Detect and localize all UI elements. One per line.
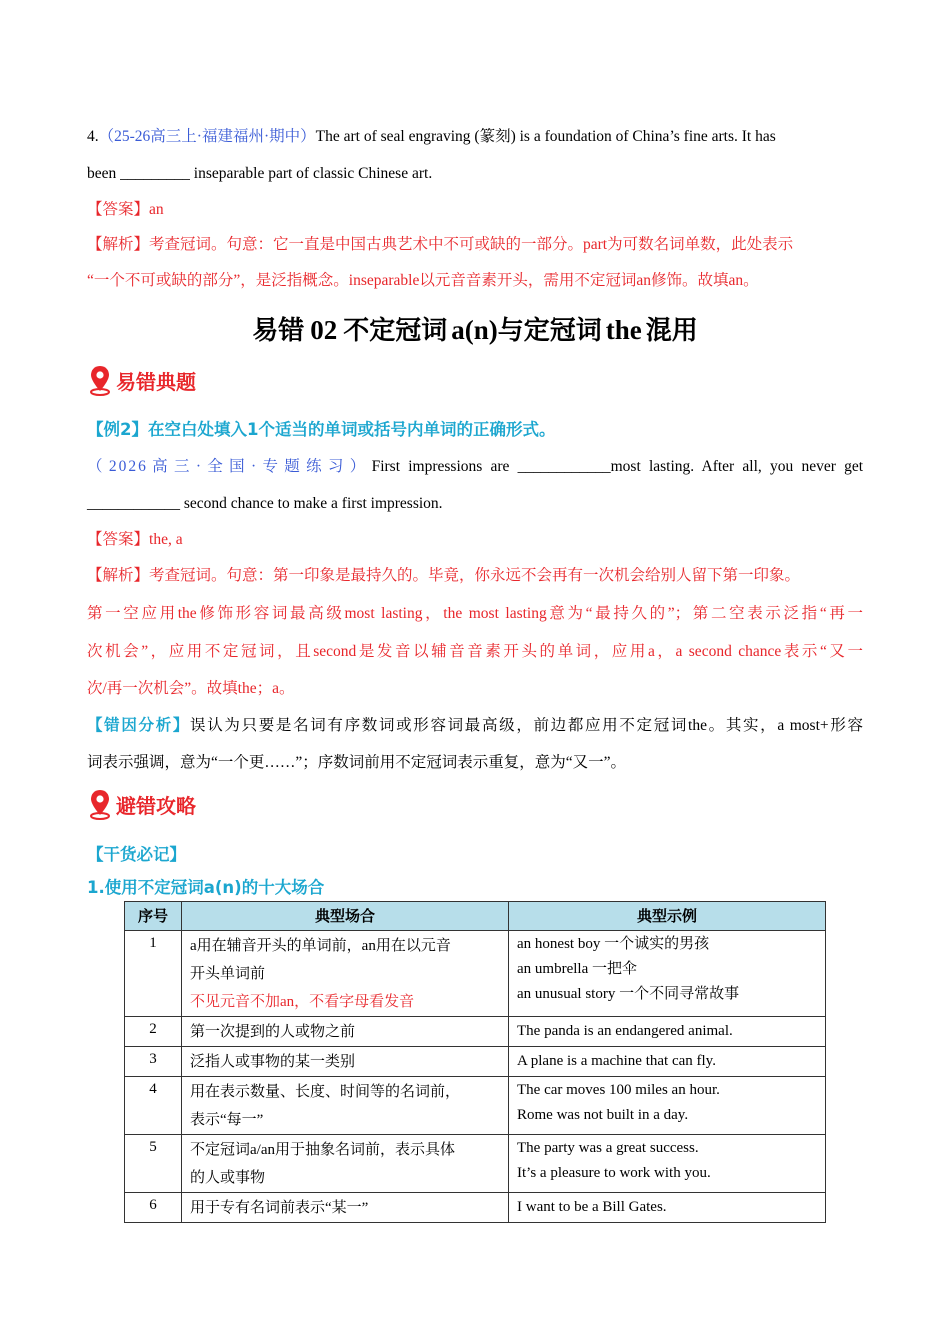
example-2 xyxy=(87,411,863,781)
scene-note: 不见元音不加an，不看字母看发音 xyxy=(190,994,415,1010)
example-analysis-line1: 【解析】考查冠词。句意：第一印象是最持久的。毕竟，你永远不会再有一次机会给别人留下第一印象。 xyxy=(87,567,801,584)
example-analysis-line3: 次机会”，应用不定冠词，且second是发音以辅音音素开头的单词，应用a，a second chance表示“又一 xyxy=(87,643,863,660)
table-row: 6 用于专有名词前表示“某一” I want to be a Bill Gates. xyxy=(125,1193,826,1223)
table-row: 3 泛指人或事物的某一类别 A plane is a machine that can fly. xyxy=(125,1047,826,1077)
question-line2: been _________ inseparable part of classic Chinese art. xyxy=(87,165,433,182)
answer-label: 【答案】 xyxy=(87,201,150,218)
usage-table xyxy=(124,901,826,1223)
question-line1: The art of seal engraving (篆刻) is a foundation of China’s fine arts. It has xyxy=(315,128,776,145)
location-pin-icon xyxy=(88,364,112,396)
header-example: 典型示例 xyxy=(509,902,826,931)
section-header-typical xyxy=(88,362,196,398)
table-row: 5 不定冠词a/an用于抽象名词前，表示具体 的人或事物 The party was a great success. It’s a pleasure to work with you. xyxy=(125,1135,826,1193)
example-line1: （2026高三·全国·专题练习）First impressions are ____________most lasting. After all, you never get xyxy=(87,458,863,475)
page-title: 易错 02 不定冠词 a(n)与定冠词 the 混用 xyxy=(252,315,698,346)
tips-subtitle: 1.使用不定冠词a(n)的十大场合 xyxy=(87,878,325,897)
error-analysis-line1: 【错因分析】误认为只要是名词有序数词或形容词最高级，前边都应用不定冠词the。其实，a most+形容 xyxy=(87,717,863,734)
question-4 xyxy=(87,118,863,299)
section-header-tips xyxy=(88,786,196,822)
analysis-line1: 【解析】考查冠词。句意：它一直是中国古典艺术中不可或缺的一部分。part为可数名词单数，此处表示 xyxy=(87,236,794,253)
answer-text: an xyxy=(149,201,164,218)
error-analysis-line2: 词表示强调，意为“一个更……”；序数词前用不定冠词表示重复，意为“又一”。 xyxy=(87,754,627,771)
example-heading: 【例2】在空白处填入1个适当的单词或括号内单词的正确形式。 xyxy=(87,420,556,439)
example-analysis-line4: 次/再一次机会”。故填the；a。 xyxy=(87,680,295,697)
answer-line xyxy=(87,192,863,227)
section-title: 避错攻略 xyxy=(116,793,196,818)
table-row: 4 用在表示数量、长度、时间等的名词前， 表示“每一” The car moves 100 miles an hour. Rome was not built in a day. xyxy=(125,1077,826,1135)
analysis-line2: “一个不可或缺的部分”，是泛指概念。inseparable以元音音素开头，需用不定冠词an修饰。故填an。 xyxy=(87,272,759,289)
example-answer: 【答案】the, a xyxy=(87,531,183,548)
question-source: （25-26高三上·福建福州·期中） xyxy=(98,128,316,145)
table-row: 2 第一次提到的人或物之前 The panda is an endangered animal. xyxy=(125,1017,826,1047)
example-source: （2026高三·全国·专题练习） xyxy=(87,458,372,475)
question-number: 4. xyxy=(87,128,99,145)
table-header-row xyxy=(125,902,826,931)
example-line2: ____________ second chance to make a first impression. xyxy=(87,495,443,512)
tips-label: 【干货必记】 xyxy=(87,845,186,864)
error-analysis-label: 【错因分析】 xyxy=(87,717,191,734)
example-analysis-line2: 第一空应用the修饰形容词最高级most lasting，the most lasting意为“最持久的”；第二空表示泛指“再一 xyxy=(87,605,863,622)
header-number: 序号 xyxy=(125,902,182,931)
table-row: 1 a用在辅音开头的单词前，an用在以元音 开头单词前 不见元音不加an，不看字母看发音 an honest boy 一个诚实的男孩 an umbrella 一把伞 an unusual story 一个不同寻常故事 xyxy=(125,931,826,1017)
header-scene: 典型场合 xyxy=(182,902,509,931)
section-title: 易错典题 xyxy=(116,369,196,394)
analysis-label: 【解析】 xyxy=(87,236,150,253)
location-pin-icon xyxy=(88,788,112,820)
